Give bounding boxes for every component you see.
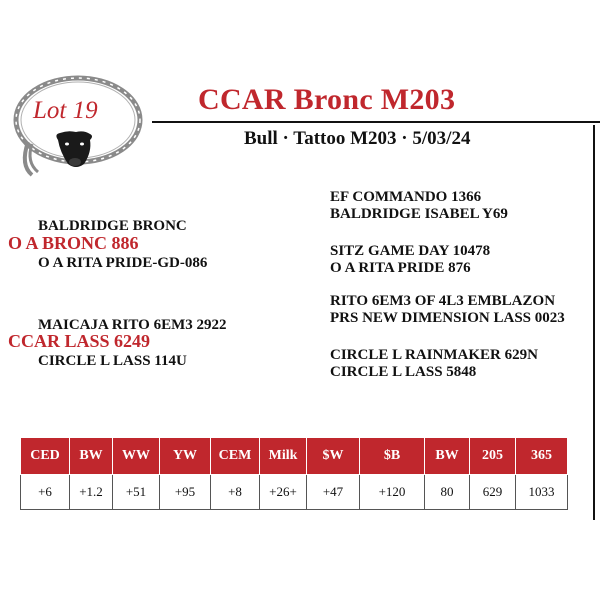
dam-dam-sire: CIRCLE L RAINMAKER 629N <box>330 347 538 363</box>
header-yw: YW <box>160 438 211 475</box>
value-205: 629 <box>470 475 516 510</box>
dam-sire-dam: PRS NEW DIMENSION LASS 0023 <box>330 310 565 326</box>
header-ww: WW <box>113 438 160 475</box>
value-dollar-w: +47 <box>307 475 360 510</box>
header-milk: Milk <box>260 438 307 475</box>
value-ww: +51 <box>113 475 160 510</box>
lot-number: Lot 19 <box>33 97 98 124</box>
dam: CCAR LASS 6249 <box>8 331 151 351</box>
sire-sire-dam: BALDRIDGE ISABEL Y69 <box>330 206 508 222</box>
value-actual-bw: 80 <box>425 475 470 510</box>
sire-sire: BALDRIDGE BRONC <box>38 218 187 234</box>
header-bw: BW <box>70 438 113 475</box>
dam-dam-dam: CIRCLE L LASS 5848 <box>330 364 477 380</box>
header-cem: CEM <box>211 438 260 475</box>
rope-logo <box>10 70 155 180</box>
title-underline <box>152 121 600 123</box>
dam-dam: CIRCLE L LASS 114U <box>38 353 187 369</box>
animal-details: Bull · Tattoo M203 · 5/03/24 <box>244 128 471 149</box>
header-365: 365 <box>516 438 568 475</box>
value-yw: +95 <box>160 475 211 510</box>
header-dollar-w: $W <box>307 438 360 475</box>
value-bw: +1.2 <box>70 475 113 510</box>
rope-lasso-icon <box>10 70 155 180</box>
sire-sire-sire: EF COMMANDO 1366 <box>330 189 482 205</box>
header-dollar-b: $B <box>360 438 425 475</box>
value-dollar-b: +120 <box>360 475 425 510</box>
sire-dam-dam: O A RITA PRIDE 876 <box>330 260 471 276</box>
value-cem: +8 <box>211 475 260 510</box>
value-365: 1033 <box>516 475 568 510</box>
page-title: CCAR Bronc M203 <box>198 83 456 116</box>
epd-table <box>20 437 568 510</box>
dam-sire-sire: RITO 6EM3 OF 4L3 EMBLAZON <box>330 293 556 309</box>
epd-header-row <box>21 438 568 475</box>
epd-value-row <box>21 475 568 510</box>
header-ced: CED <box>21 438 70 475</box>
header-actual-bw: BW <box>425 438 470 475</box>
right-border-line <box>593 125 595 520</box>
header-205: 205 <box>470 438 516 475</box>
value-milk: +26+ <box>260 475 307 510</box>
value-ced: +6 <box>21 475 70 510</box>
sire-dam: O A RITA PRIDE-GD-086 <box>38 255 208 271</box>
sire-dam-sire: SITZ GAME DAY 10478 <box>330 243 491 259</box>
dam-sire: MAICAJA RITO 6EM3 2922 <box>38 317 227 333</box>
sire: O A BRONC 886 <box>8 233 139 253</box>
